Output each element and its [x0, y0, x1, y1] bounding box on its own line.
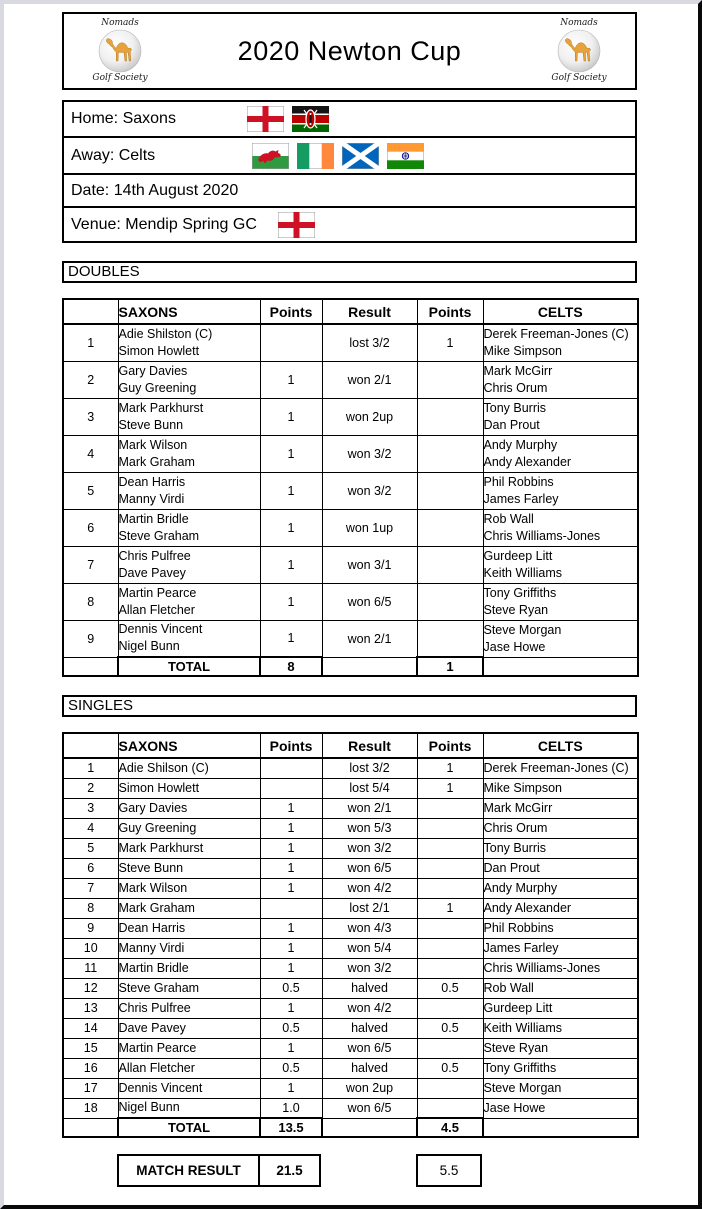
match-number: 3 — [63, 398, 118, 435]
saxons-player: Gary Davies — [118, 798, 260, 818]
celts-player: Chris Orum — [483, 818, 638, 838]
match-result-away-total: 5.5 — [416, 1154, 482, 1187]
saxons-column-header: SAXONS — [118, 299, 260, 324]
result: won 4/2 — [322, 878, 417, 898]
match-number: 4 — [63, 818, 118, 838]
points-away — [417, 583, 483, 620]
away-flags — [252, 143, 424, 169]
celts-player: Steve Morgan — [483, 1078, 638, 1098]
celts-player: Mike Simpson — [483, 778, 638, 798]
venue-row — [64, 208, 635, 241]
result: won 1up — [322, 509, 417, 546]
doubles-row-6 — [63, 509, 638, 546]
result: lost 5/4 — [322, 778, 417, 798]
doubles-row-9 — [63, 620, 638, 657]
celts-player: Derek Freeman-Jones (C) — [483, 758, 638, 778]
india-flag-icon — [387, 143, 424, 169]
doubles-row-7 — [63, 546, 638, 583]
away-team-row — [64, 138, 635, 175]
points-home: 1 — [260, 878, 322, 898]
points-home: 1 — [260, 798, 322, 818]
singles-row-5 — [63, 838, 638, 858]
points-away: 1 — [417, 898, 483, 918]
singles-row-7 — [63, 878, 638, 898]
result: won 4/2 — [322, 998, 417, 1018]
saxons-player: Mark Wilson — [118, 878, 260, 898]
singles-total-points-away: 4.5 — [417, 1118, 483, 1137]
doubles-total-row — [63, 657, 638, 676]
result: lost 3/2 — [322, 324, 417, 361]
celts-pair: Andy Murphy Andy Alexander — [483, 435, 638, 472]
singles-section-label: SINGLES — [62, 695, 637, 717]
ireland-flag-icon — [297, 143, 334, 169]
points-away — [417, 958, 483, 978]
points-away — [417, 1038, 483, 1058]
points-home: 1 — [260, 938, 322, 958]
page-title: 2020 Newton Cup — [237, 35, 462, 66]
match-number: 10 — [63, 938, 118, 958]
match-number: 17 — [63, 1078, 118, 1098]
saxons-player: Chris Pulfree — [118, 998, 260, 1018]
points-home: 1 — [260, 398, 322, 435]
saxons-player: Allan Fletcher — [118, 1058, 260, 1078]
result: won 6/5 — [322, 583, 417, 620]
singles-row-16 — [63, 1058, 638, 1078]
saxons-player: Steve Graham — [118, 978, 260, 998]
doubles-section-label: DOUBLES — [62, 261, 637, 283]
logo-bottom-text: Golf Society — [551, 73, 607, 83]
celts-player: Tony Burris — [483, 838, 638, 858]
points-home-column-header: Points — [260, 733, 322, 758]
date-label: Date: 14th August 2020 — [71, 181, 239, 199]
points-away — [417, 546, 483, 583]
match-number: 4 — [63, 435, 118, 472]
match-number: 14 — [63, 1018, 118, 1038]
points-home: 1 — [260, 620, 322, 657]
celts-player: Tony Griffiths — [483, 1058, 638, 1078]
celts-pair: Mark McGirr Chris Orum — [483, 361, 638, 398]
saxons-pair: Mark Wilson Mark Graham — [118, 435, 260, 472]
result: lost 2/1 — [322, 898, 417, 918]
singles-row-6 — [63, 858, 638, 878]
points-away — [417, 878, 483, 898]
singles-row-10 — [63, 938, 638, 958]
match-number: 2 — [63, 361, 118, 398]
result: halved — [322, 1018, 417, 1038]
points-away-column-header: Points — [417, 733, 483, 758]
result: won 3/2 — [322, 958, 417, 978]
celts-player: Steve Ryan — [483, 1038, 638, 1058]
match-result-home-total: 21.5 — [259, 1154, 321, 1187]
saxons-player: Dave Pavey — [118, 1018, 260, 1038]
points-away — [417, 620, 483, 657]
match-number: 3 — [63, 798, 118, 818]
points-away: 0.5 — [417, 1058, 483, 1078]
saxons-player: Simon Howlett — [118, 778, 260, 798]
points-away: 1 — [417, 778, 483, 798]
points-home: 1 — [260, 509, 322, 546]
points-away: 0.5 — [417, 978, 483, 998]
result: lost 3/2 — [322, 758, 417, 778]
saxons-player: Steve Bunn — [118, 858, 260, 878]
celts-column-header: CELTS — [483, 733, 638, 758]
home-team-row — [64, 102, 635, 138]
singles-table — [62, 732, 639, 1138]
doubles-total-label: TOTAL — [118, 657, 260, 676]
points-home-column-header: Points — [260, 299, 322, 324]
number-column-header — [63, 299, 118, 324]
points-away: 0.5 — [417, 1018, 483, 1038]
match-number: 12 — [63, 978, 118, 998]
saxons-pair: Dean Harris Manny Virdi — [118, 472, 260, 509]
match-info — [62, 100, 637, 243]
society-logo-left — [74, 19, 166, 83]
celts-pair: Gurdeep Litt Keith Williams — [483, 546, 638, 583]
match-number: 18 — [63, 1098, 118, 1118]
result: won 6/5 — [322, 1098, 417, 1118]
points-home: 1 — [260, 583, 322, 620]
singles-row-11 — [63, 958, 638, 978]
result-column-header: Result — [322, 299, 417, 324]
points-home: 1 — [260, 818, 322, 838]
doubles-row-8 — [63, 583, 638, 620]
home-team-label: Home: Saxons — [71, 110, 176, 127]
points-away-column-header: Points — [417, 299, 483, 324]
saxons-player: Manny Virdi — [118, 938, 260, 958]
match-number: 7 — [63, 878, 118, 898]
celts-player: Phil Robbins — [483, 918, 638, 938]
result: won 3/2 — [322, 472, 417, 509]
saxons-pair: Martin Bridle Steve Graham — [118, 509, 260, 546]
match-number: 2 — [63, 778, 118, 798]
result: won 5/4 — [322, 938, 417, 958]
england-flag-icon — [247, 106, 284, 132]
saxons-pair: Adie Shilston (C) Simon Howlett — [118, 324, 260, 361]
saxons-player: Mark Parkhurst — [118, 838, 260, 858]
saxons-player: Dean Harris — [118, 918, 260, 938]
singles-row-3 — [63, 798, 638, 818]
match-number: 9 — [63, 620, 118, 657]
singles-row-4 — [63, 818, 638, 838]
celts-player: James Farley — [483, 938, 638, 958]
doubles-total-points-home: 8 — [260, 657, 322, 676]
result: won 2up — [322, 1078, 417, 1098]
venue-label: Venue: Mendip Spring GC — [71, 215, 257, 233]
singles-row-8 — [63, 898, 638, 918]
points-home: 1 — [260, 361, 322, 398]
celts-player: Jase Howe — [483, 1098, 638, 1118]
celts-player: Keith Williams — [483, 1018, 638, 1038]
points-away — [417, 398, 483, 435]
society-logo-right — [533, 19, 625, 83]
points-home: 1 — [260, 858, 322, 878]
result: won 2/1 — [322, 798, 417, 818]
celts-pair: Phil Robbins James Farley — [483, 472, 638, 509]
match-result-gap — [321, 1154, 416, 1187]
result: won 3/2 — [322, 435, 417, 472]
singles-row-13 — [63, 998, 638, 1018]
points-home: 1 — [260, 472, 322, 509]
match-result-row — [117, 1154, 637, 1187]
singles-row-9 — [63, 918, 638, 938]
saxons-player: Martin Bridle — [118, 958, 260, 978]
points-home: 1 — [260, 958, 322, 978]
points-home: 1 — [260, 435, 322, 472]
points-home: 0.5 — [260, 978, 322, 998]
kenya-flag-icon — [292, 106, 329, 132]
saxons-player: Dennis Vincent — [118, 1078, 260, 1098]
match-number: 5 — [63, 838, 118, 858]
scotland-flag-icon — [342, 143, 379, 169]
points-away — [417, 818, 483, 838]
match-number: 8 — [63, 898, 118, 918]
saxons-pair: Chris Pulfree Dave Pavey — [118, 546, 260, 583]
number-column-header — [63, 733, 118, 758]
logo-top-text: Nomads — [560, 18, 598, 28]
saxons-pair: Martin Pearce Allan Fletcher — [118, 583, 260, 620]
result: won 2up — [322, 398, 417, 435]
doubles-row-2 — [63, 361, 638, 398]
match-number: 11 — [63, 958, 118, 978]
match-number: 13 — [63, 998, 118, 1018]
page — [62, 12, 637, 1187]
result: won 2/1 — [322, 361, 417, 398]
doubles-row-3 — [63, 398, 638, 435]
match-number: 15 — [63, 1038, 118, 1058]
saxons-pair: Gary Davies Guy Greening — [118, 361, 260, 398]
home-flags — [247, 106, 329, 132]
match-number: 6 — [63, 858, 118, 878]
golf-ball-camel-icon — [555, 29, 603, 73]
singles-row-14 — [63, 1018, 638, 1038]
points-away — [417, 1098, 483, 1118]
celts-player: Andy Murphy — [483, 878, 638, 898]
result: won 6/5 — [322, 1038, 417, 1058]
singles-row-2 — [63, 778, 638, 798]
celts-pair: Tony Burris Dan Prout — [483, 398, 638, 435]
match-number: 7 — [63, 546, 118, 583]
points-away — [417, 838, 483, 858]
match-result-label: MATCH RESULT — [117, 1154, 259, 1187]
celts-pair: Rob Wall Chris Williams-Jones — [483, 509, 638, 546]
away-team-label: Away: Celts — [71, 146, 156, 164]
points-home — [260, 778, 322, 798]
points-away — [417, 998, 483, 1018]
singles-row-1 — [63, 758, 638, 778]
points-home: 1 — [260, 1038, 322, 1058]
points-away: 1 — [417, 324, 483, 361]
singles-total-label: TOTAL — [118, 1118, 260, 1137]
saxons-player: Mark Graham — [118, 898, 260, 918]
points-home: 1 — [260, 1078, 322, 1098]
doubles-row-5 — [63, 472, 638, 509]
result: won 6/5 — [322, 858, 417, 878]
doubles-header-row — [63, 299, 638, 324]
saxons-player: Guy Greening — [118, 818, 260, 838]
celts-player: Rob Wall — [483, 978, 638, 998]
points-home: 0.5 — [260, 1018, 322, 1038]
points-away — [417, 435, 483, 472]
points-home — [260, 758, 322, 778]
singles-row-15 — [63, 1038, 638, 1058]
match-number: 5 — [63, 472, 118, 509]
points-home — [260, 324, 322, 361]
venue-flags — [278, 212, 315, 238]
points-away — [417, 509, 483, 546]
golf-ball-camel-icon — [96, 29, 144, 73]
points-away — [417, 1078, 483, 1098]
doubles-row-1 — [63, 324, 638, 361]
saxons-player: Nigel Bunn — [118, 1098, 260, 1118]
celts-pair: Derek Freeman-Jones (C) Mike Simpson — [483, 324, 638, 361]
result: won 3/1 — [322, 546, 417, 583]
match-number: 9 — [63, 918, 118, 938]
points-home — [260, 898, 322, 918]
singles-row-12 — [63, 978, 638, 998]
celts-pair: Steve Morgan Jase Howe — [483, 620, 638, 657]
match-number: 6 — [63, 509, 118, 546]
points-away — [417, 938, 483, 958]
result: halved — [322, 1058, 417, 1078]
singles-header-row — [63, 733, 638, 758]
points-away — [417, 918, 483, 938]
doubles-total-points-away: 1 — [417, 657, 483, 676]
result: won 4/3 — [322, 918, 417, 938]
england-flag-icon — [278, 212, 315, 238]
result: won 2/1 — [322, 620, 417, 657]
saxons-pair: Dennis Vincent Nigel Bunn — [118, 620, 260, 657]
match-number: 1 — [63, 324, 118, 361]
points-home: 1.0 — [260, 1098, 322, 1118]
singles-total-points-home: 13.5 — [260, 1118, 322, 1137]
singles-row-17 — [63, 1078, 638, 1098]
celts-player: Andy Alexander — [483, 898, 638, 918]
points-home: 1 — [260, 838, 322, 858]
wales-flag-icon — [252, 143, 289, 169]
date-row — [64, 175, 635, 208]
result: won 3/2 — [322, 838, 417, 858]
points-away — [417, 858, 483, 878]
result: won 5/3 — [322, 818, 417, 838]
logo-bottom-text: Golf Society — [92, 73, 148, 83]
celts-player: Dan Prout — [483, 858, 638, 878]
match-number: 16 — [63, 1058, 118, 1078]
result-column-header: Result — [322, 733, 417, 758]
points-home: 1 — [260, 998, 322, 1018]
saxons-player: Martin Pearce — [118, 1038, 260, 1058]
saxons-column-header: SAXONS — [118, 733, 260, 758]
celts-player: Gurdeep Litt — [483, 998, 638, 1018]
singles-row-18 — [63, 1098, 638, 1118]
saxons-pair: Mark Parkhurst Steve Bunn — [118, 398, 260, 435]
singles-total-row — [63, 1118, 638, 1137]
logo-top-text: Nomads — [101, 18, 139, 28]
celts-pair: Tony Griffiths Steve Ryan — [483, 583, 638, 620]
doubles-table — [62, 298, 639, 677]
points-away — [417, 472, 483, 509]
celts-column-header: CELTS — [483, 299, 638, 324]
points-home: 0.5 — [260, 1058, 322, 1078]
points-away — [417, 361, 483, 398]
celts-player: Chris Williams-Jones — [483, 958, 638, 978]
saxons-player: Adie Shilson (C) — [118, 758, 260, 778]
points-home: 1 — [260, 918, 322, 938]
match-number: 8 — [63, 583, 118, 620]
match-number: 1 — [63, 758, 118, 778]
points-away — [417, 798, 483, 818]
page-header — [62, 12, 637, 90]
points-away: 1 — [417, 758, 483, 778]
result: halved — [322, 978, 417, 998]
celts-player: Mark McGirr — [483, 798, 638, 818]
points-home: 1 — [260, 546, 322, 583]
doubles-row-4 — [63, 435, 638, 472]
